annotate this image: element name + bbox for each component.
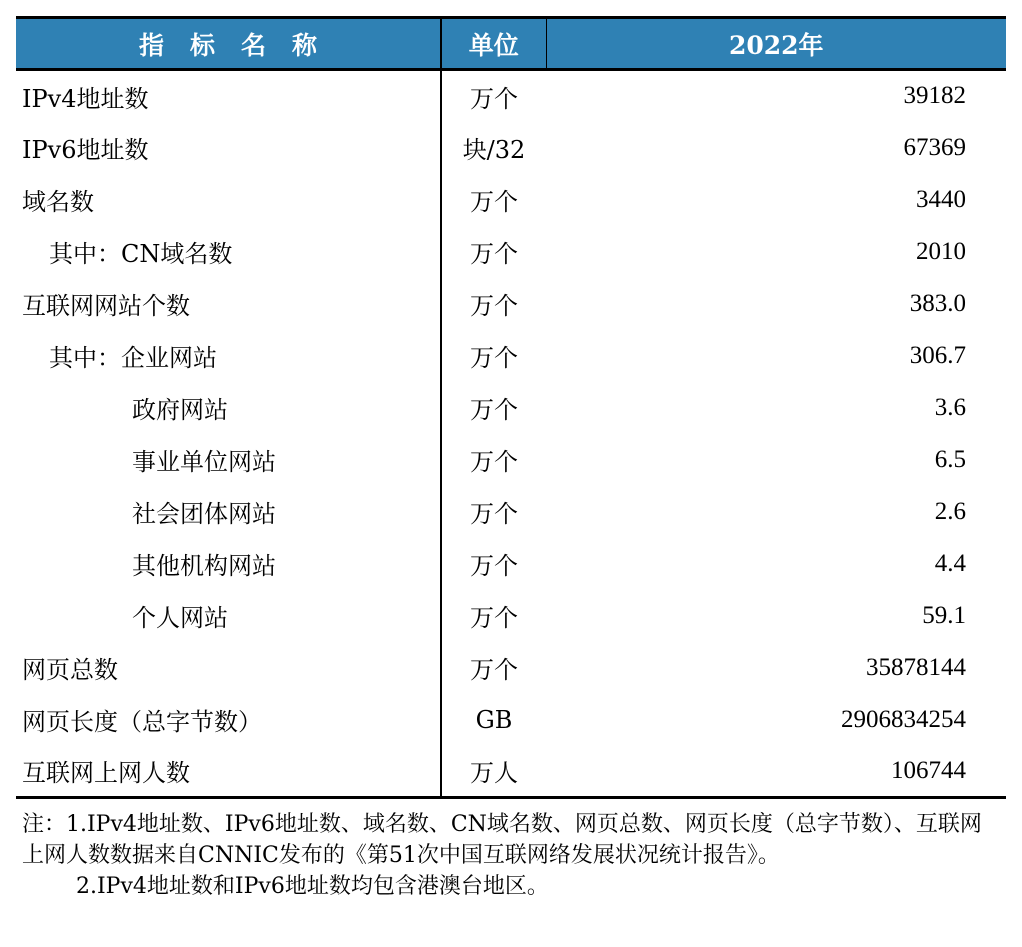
indicator-name: 社会团体网站	[132, 500, 276, 528]
table-row	[16, 70, 1006, 122]
indicator-unit: 万人	[441, 746, 546, 798]
indicator-value: 2.6	[934, 497, 966, 525]
indicator-name: 域名数	[22, 188, 94, 216]
indicator-name: 事业单位网站	[132, 448, 276, 476]
table-row	[16, 590, 1006, 642]
statistics-table-container	[16, 16, 1006, 902]
table-row	[16, 642, 1006, 694]
indicator-unit: 万个	[441, 382, 546, 434]
indicator-value: 383.0	[909, 289, 966, 317]
indicator-name: 政府网站	[132, 396, 228, 424]
indicator-name: 互联网上网人数	[16, 746, 441, 798]
indicator-name: 网页总数	[22, 656, 118, 684]
indicator-name: 其中：企业网站	[49, 344, 217, 372]
indicator-unit: 万个	[441, 226, 546, 278]
table-row	[16, 538, 1006, 590]
indicator-name: 其中：CN域名数	[49, 240, 233, 268]
table-row	[16, 226, 1006, 278]
header-unit: 单位	[441, 18, 546, 70]
indicator-unit: 万个	[441, 278, 546, 330]
table-row	[16, 694, 1006, 746]
note-1: 注：1.IPv4地址数、IPv6地址数、域名数、CN域名数、网页总数、网页长度（总字节数）、互联网上网人数数据来自CNNIC发布的《第51次中国互联网络发展状况统计报告》。	[22, 812, 982, 868]
indicator-value: 2010	[916, 237, 966, 265]
indicator-unit: 万个	[441, 590, 546, 642]
indicator-name: 个人网站	[132, 604, 228, 632]
indicator-value: 39182	[903, 82, 966, 110]
indicator-name: 网页长度（总字节数）	[22, 708, 262, 736]
indicator-unit: 万个	[441, 434, 546, 486]
indicator-name: 互联网网站个数	[22, 292, 190, 320]
table-row	[16, 382, 1006, 434]
note-2: 2.IPv4地址数和IPv6地址数均包含港澳台地区。	[76, 874, 549, 899]
indicator-value: 3.6	[934, 393, 966, 421]
indicator-value: 59.1	[922, 601, 966, 629]
indicator-unit: 块/32	[441, 122, 546, 174]
indicator-value: 306.7	[909, 341, 966, 369]
indicator-value: 67369	[903, 133, 966, 161]
indicator-unit: 万个	[441, 538, 546, 590]
table-row	[16, 486, 1006, 538]
indicator-unit: 万个	[441, 174, 546, 226]
indicator-name: IPv6地址数	[22, 136, 149, 164]
table-row	[16, 278, 1006, 330]
table-row	[16, 122, 1006, 174]
header-row	[16, 18, 1006, 70]
indicator-value: 2906834254	[841, 705, 966, 733]
table-row	[16, 330, 1006, 382]
table-header	[16, 18, 1006, 70]
indicator-unit: GB	[441, 694, 546, 746]
table-row	[16, 174, 1006, 226]
indicator-value: 106744	[546, 746, 1006, 798]
header-year: 2022年	[546, 18, 1006, 70]
header-indicator-name: 指标名称	[16, 18, 441, 70]
indicator-value: 6.5	[934, 445, 966, 473]
indicator-name: IPv4地址数	[22, 84, 149, 113]
indicator-unit: 万个	[441, 642, 546, 694]
indicator-value: 35878144	[866, 653, 966, 681]
table-row	[16, 434, 1006, 486]
table-body	[16, 70, 1006, 798]
indicator-value: 3440	[916, 185, 966, 213]
table-notes	[16, 809, 1002, 902]
indicator-unit: 万个	[441, 486, 546, 538]
table-row	[16, 746, 1006, 798]
indicator-unit: 万个	[441, 70, 546, 122]
indicator-value: 4.4	[934, 549, 966, 577]
internet-statistics-table	[16, 16, 1006, 799]
indicator-name: 其他机构网站	[132, 552, 276, 580]
indicator-unit: 万个	[441, 330, 546, 382]
